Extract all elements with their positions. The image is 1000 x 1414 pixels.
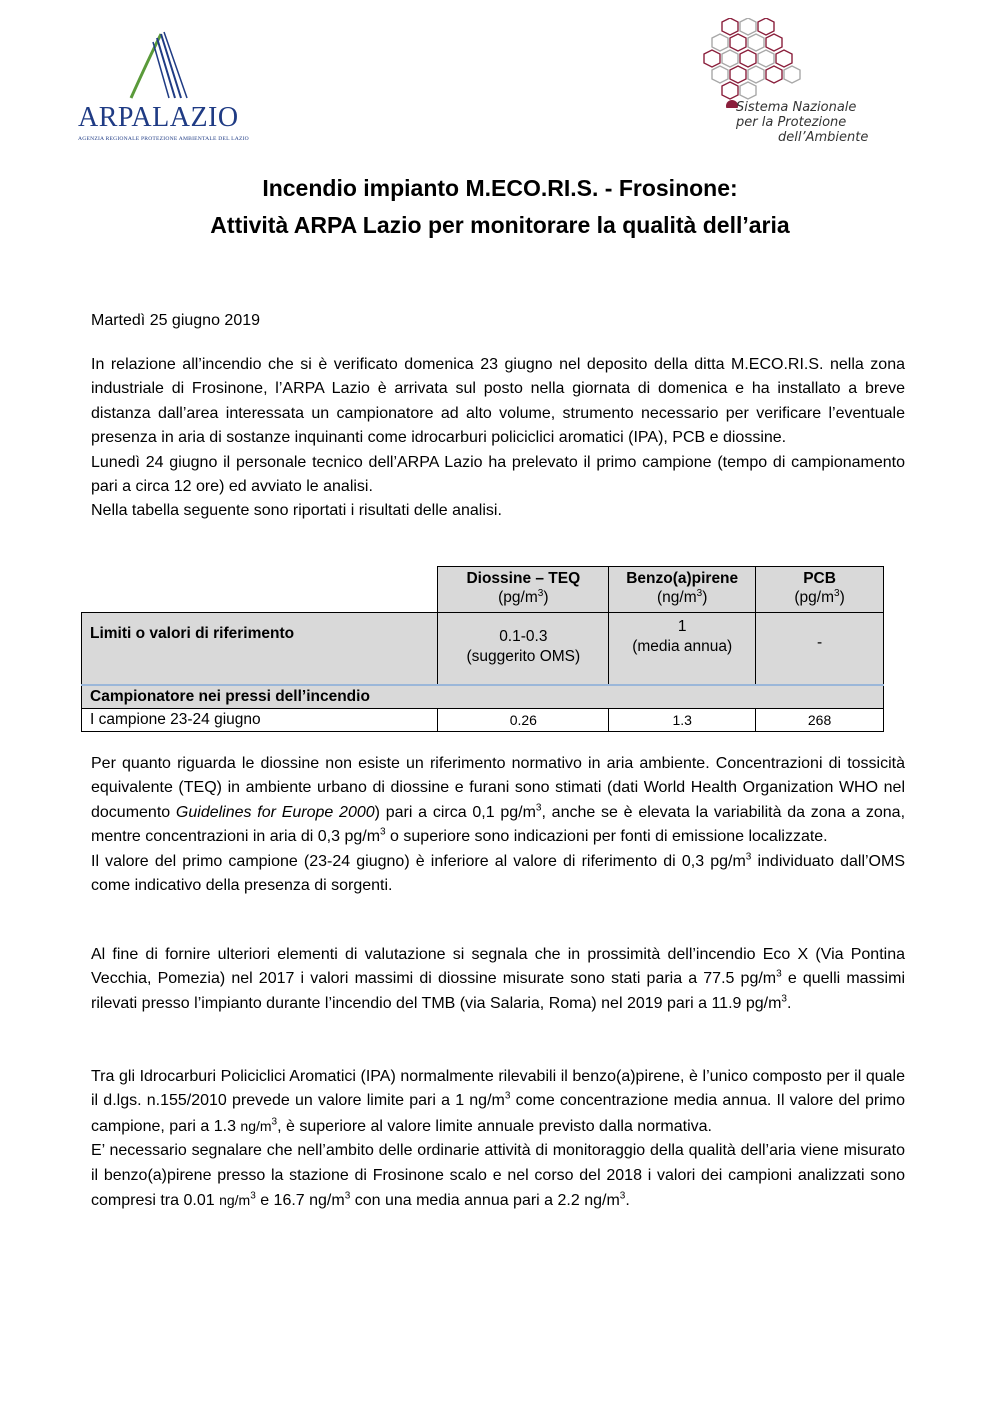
header-dioxins-name: Diossine – TEQ [466, 570, 581, 587]
limit-benzopyrene-value: 1 [677, 618, 687, 635]
dioxins-section [91, 752, 905, 898]
header-pcb [756, 567, 884, 613]
results-table [81, 566, 884, 732]
header-benzopyrene [609, 567, 756, 613]
comparison-paragraph: Al fine di fornire ulteriori elementi di valutazione si segnala che in prossimità dell’incendio Eco X (Via Pontina Vecchia, Pomezia) nel 2017 i valori massimi di diossine misurate sono stati paria a 77.5 $pg/m^3$ e quelli massimi rilevati presso l’impianto durante l’incendio del TMB (via Salaria, Roma) nel 2019 pari a 11.9 $pg/m^3$. [91, 946, 905, 1012]
monitoring-paragraph: E’ necessario segnalare che nell’ambito delle ordinarie attività di monitoraggio della qualità dell’aria viene misurato il benzo(a)pirene presso la stazione di Frosinone scalo e nel corso del 2018 i valori dei campioni analizzati sono compresi tra 0.01 $ng/m^3$ e 16.7 $ng/m^3$ con una media annua pari a 2.2 $ng/m^3$. [91, 1142, 905, 1210]
ipa-paragraph: Tra gli Idrocarburi Policiclici Aromatici (IPA) normalmente rilevabili il benzo(a)pirene, è l’unico composto per il quale il d.lgs. n.155/2010 prevede un valore limite pari a 1 $ng/m^3$ come concentrazione media annua. Il valore del primo campione, pari a 1.3 $ng/m^3$, è superiore al valore limite annuale previsto dalla normativa. [91, 1068, 905, 1135]
sample-label: I campione 23-24 giugno [82, 709, 438, 732]
title-line-1: Incendio impianto M.ECO.RI.S. - Frosinone: [262, 175, 738, 201]
limit-dioxins [438, 613, 609, 686]
sample-dioxins-value: 0.26 [438, 709, 609, 732]
limit-benzopyrene [609, 613, 756, 686]
sample-pcb-value: 268 [756, 709, 884, 732]
limit-dioxins-note: (suggerito OMS) [466, 648, 581, 665]
intro-paragraph: In relazione all’incendio che si è verificato domenica 23 giugno nel deposito della ditta M.ECO.RI.S. nella zona industriale di Frosinone, l’ARPA Lazio è arrivata sul posto nella giornata di domenica e ha installato a breve distanza dall’area interessata un campionatore ad alto volume, strumento necessario per verificare l’eventuale presenza in aria di sostanze inquinanti come idrocarburi policiclici aromatici (IPA), PCB e diossine. [91, 356, 905, 447]
section-row [82, 685, 884, 709]
title-line-2: Attività ARPA Lazio per monitorare la qualità dell’aria [210, 212, 790, 238]
arpa-logo-subtitle: AGENZIA REGIONALE PROTEZIONE AMBIENTALE DEL LAZIO [78, 136, 249, 142]
arpa-mountain-icon [123, 28, 193, 100]
snpa-logo [692, 18, 902, 148]
table-intro-paragraph: Nella tabella seguente sono riportati i risultati delle analisi. [91, 502, 502, 520]
header-pcb-name: PCB [803, 570, 836, 587]
header-dioxins-unit: $(pg/m^3)$ [498, 587, 549, 606]
table-corner-cell [82, 567, 438, 613]
limit-benzopyrene-note: (media annua) [632, 638, 733, 655]
arpa-logo-text: ARPALAZIO [78, 102, 239, 133]
snpa-logo-text [734, 100, 894, 145]
intro-section [91, 353, 905, 524]
limits-row [82, 613, 884, 686]
snpa-line-3: dell’Ambiente [778, 130, 869, 145]
comparison-section [91, 943, 905, 1016]
dioxins-paragraph: Per quanto riguarda le diossine non esiste un riferimento normativo in aria ambiente. Concentrazioni di tossicità equivalente (TEQ) in ambiente urbano di diossine e furani sono stimati (dati World Health Organization WHO nel documento Guidelines for Europe 2000) pari a circa 0,1 $pg/m^3$, anche se è elevata la variabilità da zona a zona, mentre concentrazioni in aria di 0,3 $pg/m^3$ o superiore sono indicazioni per fonti di emissione localizzate. [91, 755, 906, 846]
arpa-lazio-logo [78, 28, 249, 146]
header-pcb-unit: $(pg/m^3)$ [794, 587, 845, 606]
limit-pcb [756, 613, 884, 686]
header-dioxins [438, 567, 609, 613]
limit-dioxins-value: 0.1-0.3 [499, 628, 548, 645]
document-title-italic: Guidelines for Europe 2000 [175, 803, 375, 821]
table-row [82, 709, 884, 732]
ipa-section [91, 1065, 905, 1213]
snpa-line-2: per la Protezione [736, 115, 847, 130]
page-title [0, 170, 1000, 244]
section-label: Campionatore nei pressi dell’incendio [82, 685, 884, 709]
sample-benzopyrene-value: 1.3 [609, 709, 756, 732]
limit-pcb-value: - [816, 634, 823, 651]
limits-label: Limiti o valori di riferimento [82, 613, 438, 686]
first-sample-paragraph: Il valore del primo campione (23-24 giugno) è inferiore al valore di riferimento di 0,3 $pg/m^3$ individuato dall’OMS come indicativo della presenza di sorgenti. [91, 851, 906, 895]
header-benzopyrene-unit: $(ng/m^3)$ [657, 587, 708, 606]
snpa-line-1: Sistema Nazionale [736, 100, 857, 115]
snpa-hexagon-icon [692, 18, 902, 108]
document-date: Martedì 25 giugno 2019 [91, 312, 261, 329]
sampling-paragraph: Lunedì 24 giugno il personale tecnico dell’ARPA Lazio ha prelevato il primo campione (tempo di campionamento pari a circa 12 ore) ed avviato le analisi. [91, 453, 905, 496]
table-header-row [82, 567, 884, 613]
header-benzopyrene-name: Benzo(a)pirene [626, 570, 739, 587]
